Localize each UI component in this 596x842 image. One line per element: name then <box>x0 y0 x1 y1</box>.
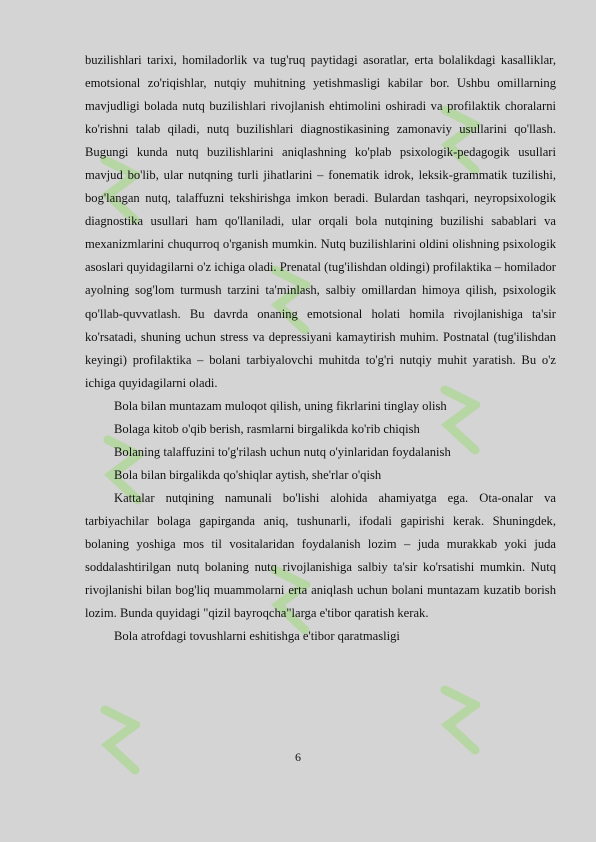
list-item: Bola bilan birgalikda qo'shiqlar aytish, she'rlar o'qish <box>114 467 382 482</box>
watermark-icon <box>440 680 480 760</box>
watermark-icon <box>100 700 140 780</box>
body-text <box>85 49 556 648</box>
paragraph: buzilishlari tarixi, homiladorlik va tug'ruq paytidagi asoratlar, erta bolalikdagi kasalliklar, emotsional zo'riqishlar, nutqiy muhitning yetishmasligi kabilar bor. Ushbu omillarning mavjudligi bolada nutq buzilishlari rivojlanish ehtimolini oshiradi va profilaktik choralarni ko'rishni talab qiladi, nutq buzilishlari diagnostikasining zamonaviy usullarini qo'llash. Bugungi kunda nutq buzilishlarini aniqlashning ko'plab psixologik-pedagogik usullari mavjud bo'lib, ular nutqning turli jihatlarini – fonematik idrok, leksik-grammatik tuzilishi, bog'langan nutq, talaffuzni tekshirishga imkon beradi. Bulardan tashqari, neyropsixologik diagnostika usullari ham qo'llaniladi, ular orqali bola nutqining buzilishi sabablari va mexanizmlarini chuqurroq o'rganish mumkin. Nutq buzilishlarini oldini olishning psixologik asoslari quyidagilarni o'z ichiga oladi. Prenatal (tug'ilishdan oldingi) profilaktika – homilador ayolning sog'lom turmush tarzini ta'minlash, salbiy omillardan himoya qilish, psixologik qo'llab-quvvatlash. Bu davrda onaning emotsional holati homila rivojlanishiga ta'sir ko'rsatadi, shuning uchun stress va depressiyani kamaytirish muhim. Postnatal (tug'ilishdan keyingi) profilaktika – bolani tarbiyalovchi muhitda to'g'ri nutqiy muhit yaratish. Bu o'z ichiga quyidagilarni oladi. <box>85 53 556 390</box>
list-item: Bola atrofdagi tovushlarni eshitishga e'tibor qaratmasligi <box>114 629 400 644</box>
list-item: Bolaning talaffuzini to'g'rilash uchun nutq o'yinlaridan foydalanish <box>114 444 451 459</box>
page-number: 6 <box>295 750 301 764</box>
list-item: Bola bilan muntazam muloqot qilish, uning fikrlarini tinglay olish <box>114 398 447 413</box>
list-item: Bolaga kitob o'qib berish, rasmlarni birgalikda ko'rib chiqish <box>114 421 420 436</box>
paragraph: Kattalar nutqining namunali bo'lishi alohida ahamiyatga ega. Ota-onalar va tarbiyachilar bolaga gapirganda aniq, tushunarli, ifodali gapirishi kerak. Shuningdek, bolaning yoshiga mos til vositalaridan foydalanish lozim – juda murakkab yoki juda soddalashtirilgan nutq bolaning nutq rivojlanishiga salbiy ta'sir ko'rsatishi mumkin. Nutq rivojlanishi bilan bog'liq muammolarni erta aniqlash uchun bolani muntazam kuzatib borish lozim. Bunda quyidagi "qizil bayroqcha"larga e'tibor qaratish kerak. <box>85 490 556 621</box>
